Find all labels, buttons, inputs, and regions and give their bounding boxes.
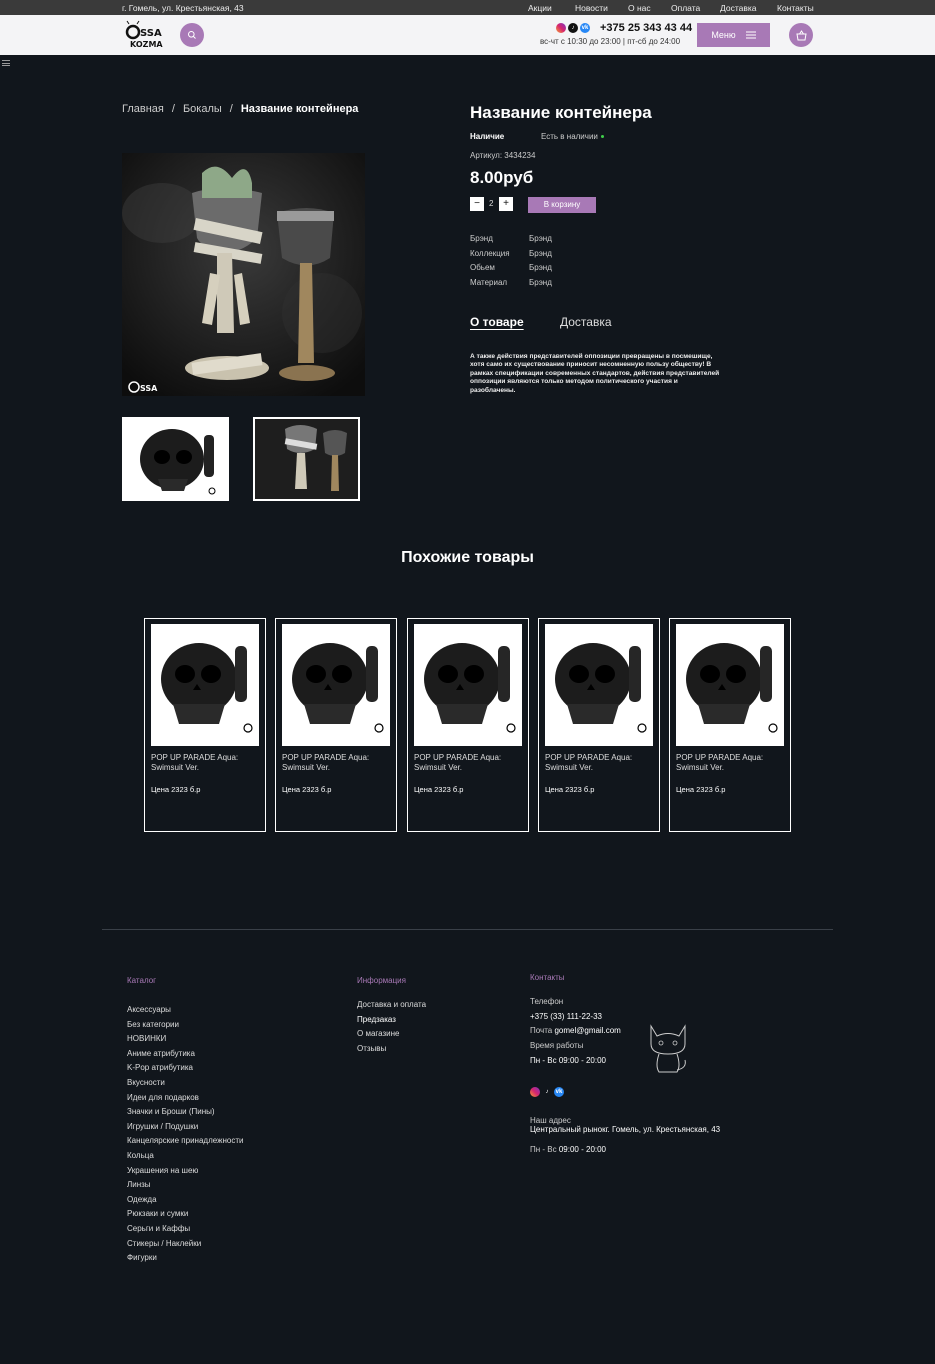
spec-row bbox=[470, 234, 552, 249]
header bbox=[0, 15, 935, 55]
instagram-icon[interactable] bbox=[556, 23, 566, 33]
footer-catalog-link[interactable]: Игрушки / Подушки bbox=[127, 1121, 199, 1131]
product-card-price: Цена 2323 б.р bbox=[414, 785, 464, 794]
footer-info-title: Информация bbox=[357, 976, 406, 985]
footer-catalog-list bbox=[127, 1005, 243, 1268]
cat-mascot-icon bbox=[645, 1022, 691, 1074]
breadcrumb-separator: / bbox=[229, 103, 233, 115]
footer-info-list bbox=[357, 1000, 426, 1058]
footer-catalog-title: Каталог bbox=[127, 976, 157, 985]
product-description: А также действия представителей оппозиции превращены в посмешище, хотя само их существование приносит несомненную пользу обществу! В рамках спецификации современных стандартов, действия представителей оппозиции являются только методом политического участия и разоблачены. bbox=[470, 353, 720, 394]
availability-label: Наличие bbox=[470, 132, 505, 141]
availability-value: Есть в наличии bbox=[541, 132, 598, 141]
footer-catalog-link[interactable]: Аксессуары bbox=[127, 1005, 171, 1014]
footer-phone-value[interactable]: +375 (33) 111-22-33 bbox=[530, 1012, 602, 1021]
footer-divider bbox=[102, 929, 833, 930]
footer-address bbox=[530, 1125, 720, 1134]
breadcrumb-current: Название контейнера bbox=[240, 103, 359, 115]
product-card[interactable] bbox=[144, 618, 266, 832]
product-card-image[interactable] bbox=[545, 624, 653, 746]
top-bar bbox=[0, 0, 935, 15]
vk-icon[interactable]: vk bbox=[555, 1089, 563, 1095]
footer-link-reviews[interactable]: Отзывы bbox=[357, 1043, 387, 1053]
tab-delivery[interactable]: Доставка bbox=[560, 315, 612, 329]
svg-text:SSA: SSA bbox=[140, 384, 158, 393]
breadcrumb-category[interactable]: Бокалы bbox=[182, 103, 222, 115]
spec-key: Брэнд bbox=[470, 234, 493, 243]
logo-text-top: SSA bbox=[140, 28, 162, 39]
spec-row bbox=[470, 278, 552, 293]
product-card[interactable] bbox=[538, 618, 660, 832]
footer-link-preorder[interactable]: Предзаказ bbox=[357, 1014, 396, 1024]
product-card[interactable] bbox=[407, 618, 529, 832]
spec-row bbox=[470, 249, 552, 264]
spec-value: Брэнд bbox=[529, 277, 552, 287]
footer-catalog-link[interactable]: Значки и Броши (Пины) bbox=[127, 1107, 215, 1117]
in-stock-dot bbox=[601, 135, 604, 138]
qty-decrease-button[interactable]: − bbox=[470, 197, 484, 211]
footer-hours-value: Пн - Вс 09:00 - 20:00 bbox=[530, 1056, 606, 1065]
nav-link-news[interactable]: Новости bbox=[575, 3, 608, 13]
product-main-image[interactable] bbox=[122, 153, 365, 396]
cart-button[interactable] bbox=[789, 23, 813, 47]
qty-value[interactable]: 2 bbox=[489, 199, 494, 208]
product-card-name[interactable]: POP UP PARADE Aqua: Swimsuit Ver. bbox=[282, 753, 370, 772]
footer-contacts-title: Контакты bbox=[530, 973, 565, 982]
product-card-image[interactable] bbox=[676, 624, 784, 746]
footer-catalog-link[interactable]: Без категории bbox=[127, 1019, 179, 1029]
spec-key: Материал bbox=[470, 277, 508, 287]
footer-hours-label: Время работы bbox=[530, 1041, 584, 1050]
product-card-name[interactable]: POP UP PARADE Aqua: Swimsuit Ver. bbox=[676, 753, 764, 772]
product-title: Название контейнера bbox=[470, 103, 652, 122]
product-thumbnail-2[interactable] bbox=[253, 417, 360, 501]
tab-about-product[interactable]: О товаре bbox=[470, 315, 524, 329]
product-price: 8.00руб bbox=[470, 168, 534, 187]
footer-catalog-link[interactable]: Фигурки bbox=[127, 1253, 157, 1263]
footer-hours bbox=[530, 1056, 606, 1065]
footer-catalog-link[interactable]: Украшения на шею bbox=[127, 1165, 199, 1175]
nav-link-promos[interactable]: Акции bbox=[528, 3, 552, 13]
similar-products-title: Похожие товары bbox=[401, 549, 534, 566]
product-card-name[interactable]: POP UP PARADE Aqua: Swimsuit Ver. bbox=[414, 753, 502, 772]
nav-link-contacts[interactable]: Контакты bbox=[777, 3, 814, 13]
tiktok-icon[interactable]: ♪ bbox=[568, 23, 578, 33]
store-address: г. Гомель, ул. Крестьянская, 43 bbox=[122, 3, 244, 13]
footer-catalog-link[interactable]: НОВИНКИ bbox=[127, 1034, 167, 1044]
footer-catalog-link[interactable]: Одежда bbox=[127, 1194, 157, 1204]
spec-key: Коллекция bbox=[470, 248, 510, 258]
footer-catalog-link[interactable]: K-Pop атрибутика bbox=[127, 1063, 193, 1073]
spec-value: Брэнд bbox=[529, 234, 552, 243]
spec-value: Брэнд bbox=[529, 263, 552, 273]
product-card[interactable] bbox=[669, 618, 791, 832]
vk-icon[interactable]: vk bbox=[581, 25, 589, 31]
breadcrumb-separator: / bbox=[171, 103, 175, 115]
footer-phone[interactable] bbox=[530, 1012, 602, 1021]
search-button[interactable] bbox=[180, 23, 204, 47]
product-card[interactable] bbox=[275, 618, 397, 832]
search-icon bbox=[187, 30, 197, 40]
product-card-name[interactable]: POP UP PARADE Aqua: Swimsuit Ver. bbox=[545, 753, 633, 772]
header-socials bbox=[556, 23, 590, 33]
header-phone[interactable]: +375 25 343 43 44 bbox=[600, 22, 693, 34]
breadcrumb-home[interactable]: Главная bbox=[122, 103, 164, 115]
product-thumbnail-1[interactable] bbox=[122, 417, 229, 501]
nav-link-payment[interactable]: Оплата bbox=[671, 3, 701, 13]
product-card-price: Цена 2323 б.р bbox=[282, 785, 332, 794]
menu-label: Меню bbox=[711, 30, 736, 40]
hamburger-icon bbox=[746, 31, 756, 39]
add-to-cart-button[interactable]: В корзину bbox=[528, 197, 596, 213]
product-card-name[interactable]: POP UP PARADE Aqua: Swimsuit Ver. bbox=[151, 753, 239, 772]
header-hours: вс-чт с 10:30 до 23:00 | пт-сб до 24:00 bbox=[540, 37, 681, 46]
product-sku: Артикул: 3434234 bbox=[470, 151, 536, 160]
nav-link-delivery[interactable]: Доставка bbox=[720, 3, 757, 13]
footer-hours2-value: 09:00 - 20:00 bbox=[558, 1145, 607, 1154]
product-card-price: Цена 2323 б.р bbox=[545, 785, 595, 794]
spec-key: Обьем bbox=[470, 263, 495, 273]
footer-catalog-link[interactable]: Аниме атрибутика bbox=[127, 1048, 195, 1058]
side-menu-icon[interactable] bbox=[2, 60, 10, 66]
footer-catalog-link[interactable]: Рюкзаки и сумки bbox=[127, 1209, 189, 1219]
availability-status bbox=[541, 132, 604, 141]
nav-link-about[interactable]: О нас bbox=[628, 3, 651, 13]
footer-address-value: Центральный рынокг. Гомель, ул. Крестьянская, 43 bbox=[530, 1125, 721, 1134]
footer-socials bbox=[530, 1087, 564, 1097]
footer-link-about-store[interactable]: О магазине bbox=[357, 1029, 400, 1039]
instagram-icon[interactable] bbox=[530, 1087, 540, 1097]
footer-catalog-link[interactable]: Стикеры / Наклейки bbox=[127, 1238, 202, 1248]
site-logo[interactable] bbox=[124, 20, 168, 50]
product-card-image[interactable] bbox=[414, 624, 522, 746]
footer-catalog-link[interactable]: Канцелярские принадлежности bbox=[127, 1136, 244, 1146]
footer-catalog-link[interactable]: Линзы bbox=[127, 1180, 151, 1190]
product-card-image[interactable] bbox=[282, 624, 390, 746]
footer-catalog-link[interactable]: Идеи для подарков bbox=[127, 1092, 199, 1102]
logo-text-bottom: KOZMA bbox=[130, 40, 163, 49]
basket-icon bbox=[796, 30, 807, 41]
footer-catalog-link[interactable]: Кольца bbox=[127, 1150, 154, 1160]
footer-hours-2 bbox=[530, 1145, 606, 1154]
product-card-price: Цена 2323 б.р bbox=[676, 785, 726, 794]
footer-phone-label: Телефон bbox=[530, 997, 564, 1006]
footer-catalog-link[interactable]: Серьги и Каффы bbox=[127, 1223, 191, 1233]
breadcrumb bbox=[122, 103, 358, 115]
menu-button[interactable] bbox=[697, 23, 770, 47]
product-card-price: Цена 2323 б.р bbox=[151, 785, 201, 794]
tiktok-icon[interactable]: ♪ bbox=[545, 1089, 549, 1095]
product-card-image[interactable] bbox=[151, 624, 259, 746]
footer-hours2-prefix: Пн - Вс bbox=[530, 1145, 557, 1154]
spec-value: Брэнд bbox=[529, 248, 552, 258]
spec-row bbox=[470, 263, 552, 278]
product-specs bbox=[470, 234, 552, 292]
footer-mail-row bbox=[530, 1026, 621, 1035]
footer-mail-label: Почта bbox=[530, 1026, 553, 1035]
qty-increase-button[interactable]: + bbox=[499, 197, 513, 211]
footer-link-delivery-payment[interactable]: Доставка и оплата bbox=[357, 1000, 427, 1009]
footer-address-label: Наш адрес bbox=[530, 1116, 571, 1125]
footer-mail-value[interactable]: gomel@gmail.com bbox=[554, 1026, 621, 1035]
footer-catalog-link[interactable]: Вкусности bbox=[127, 1077, 165, 1087]
